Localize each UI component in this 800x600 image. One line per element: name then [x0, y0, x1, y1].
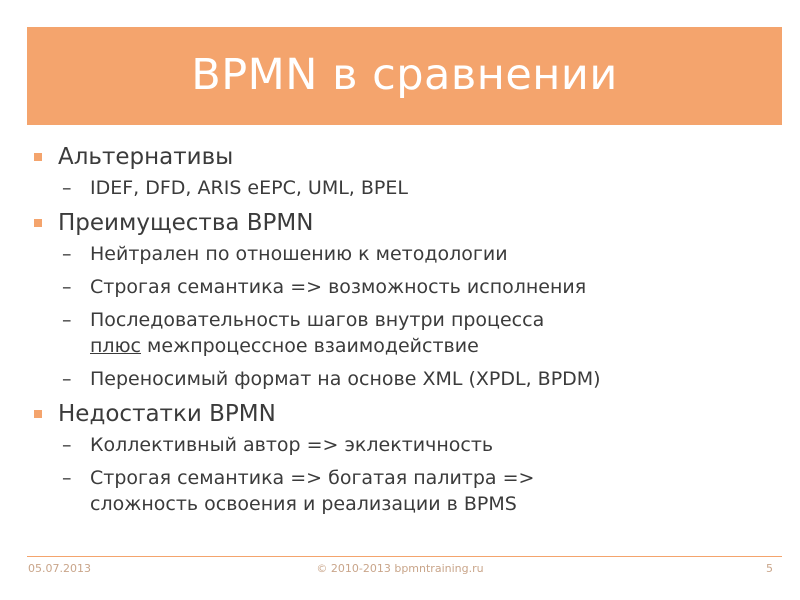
footer: [0, 562, 800, 582]
sub-bullet-text: IDEF, DFD, ARIS eEPC, UML, BPEL: [90, 177, 408, 199]
slide-title: BPMN в сравнении: [191, 50, 618, 100]
footer-copyright: © 2010-2013 bpmntraining.ru: [316, 562, 484, 575]
sub-bullet-text: Коллективный автор => эклектичность: [90, 434, 494, 456]
page-number: 5: [766, 562, 773, 575]
bullet-square-icon: [34, 153, 42, 161]
sub-bullet: [34, 366, 774, 392]
dash-icon: –: [62, 309, 72, 331]
sub-bullet-text-continued: межпроцессное взаимодействие: [141, 335, 479, 357]
sub-bullet: [34, 274, 774, 300]
bullet-heading: Недостатки BPMN: [58, 401, 276, 427]
sub-bullet-text: Нейтрален по отношению к методологии: [90, 243, 508, 265]
sub-bullet-text: Строгая семантика => богатая палитра =>: [90, 467, 535, 489]
bullet-disadvantages: [34, 399, 774, 429]
dash-icon: –: [62, 276, 72, 298]
underlined-word: плюс: [90, 335, 142, 357]
sub-bullet: [34, 465, 774, 517]
dash-icon: –: [62, 243, 72, 265]
sub-bullet: [34, 432, 774, 458]
sub-bullet-text: Последовательность шагов внутри процесса: [90, 309, 545, 331]
bullet-advantages: [34, 208, 774, 238]
sub-bullet-text-line2: сложность освоения и реализации в BPMS: [90, 493, 517, 515]
sub-bullet-text: Переносимый формат на основе XML (XPDL, BPDM): [90, 368, 601, 390]
sub-bullet: [34, 175, 774, 201]
bullet-square-icon: [34, 219, 42, 227]
dash-icon: –: [62, 177, 72, 199]
bullet-heading: Альтернативы: [58, 144, 234, 170]
title-band: [27, 27, 782, 125]
bullet-square-icon: [34, 410, 42, 418]
dash-icon: –: [62, 467, 72, 489]
sub-bullet: [34, 307, 774, 359]
dash-icon: –: [62, 434, 72, 456]
sub-bullet-text: Строгая семантика => возможность исполнения: [90, 276, 587, 298]
sub-bullet: [34, 241, 774, 267]
footer-divider: [27, 556, 782, 557]
dash-icon: –: [62, 368, 72, 390]
bullet-heading: Преимущества BPMN: [58, 210, 314, 236]
slide-content: [34, 140, 774, 524]
footer-date: 05.07.2013: [28, 562, 91, 575]
bullet-alternatives: [34, 142, 774, 172]
